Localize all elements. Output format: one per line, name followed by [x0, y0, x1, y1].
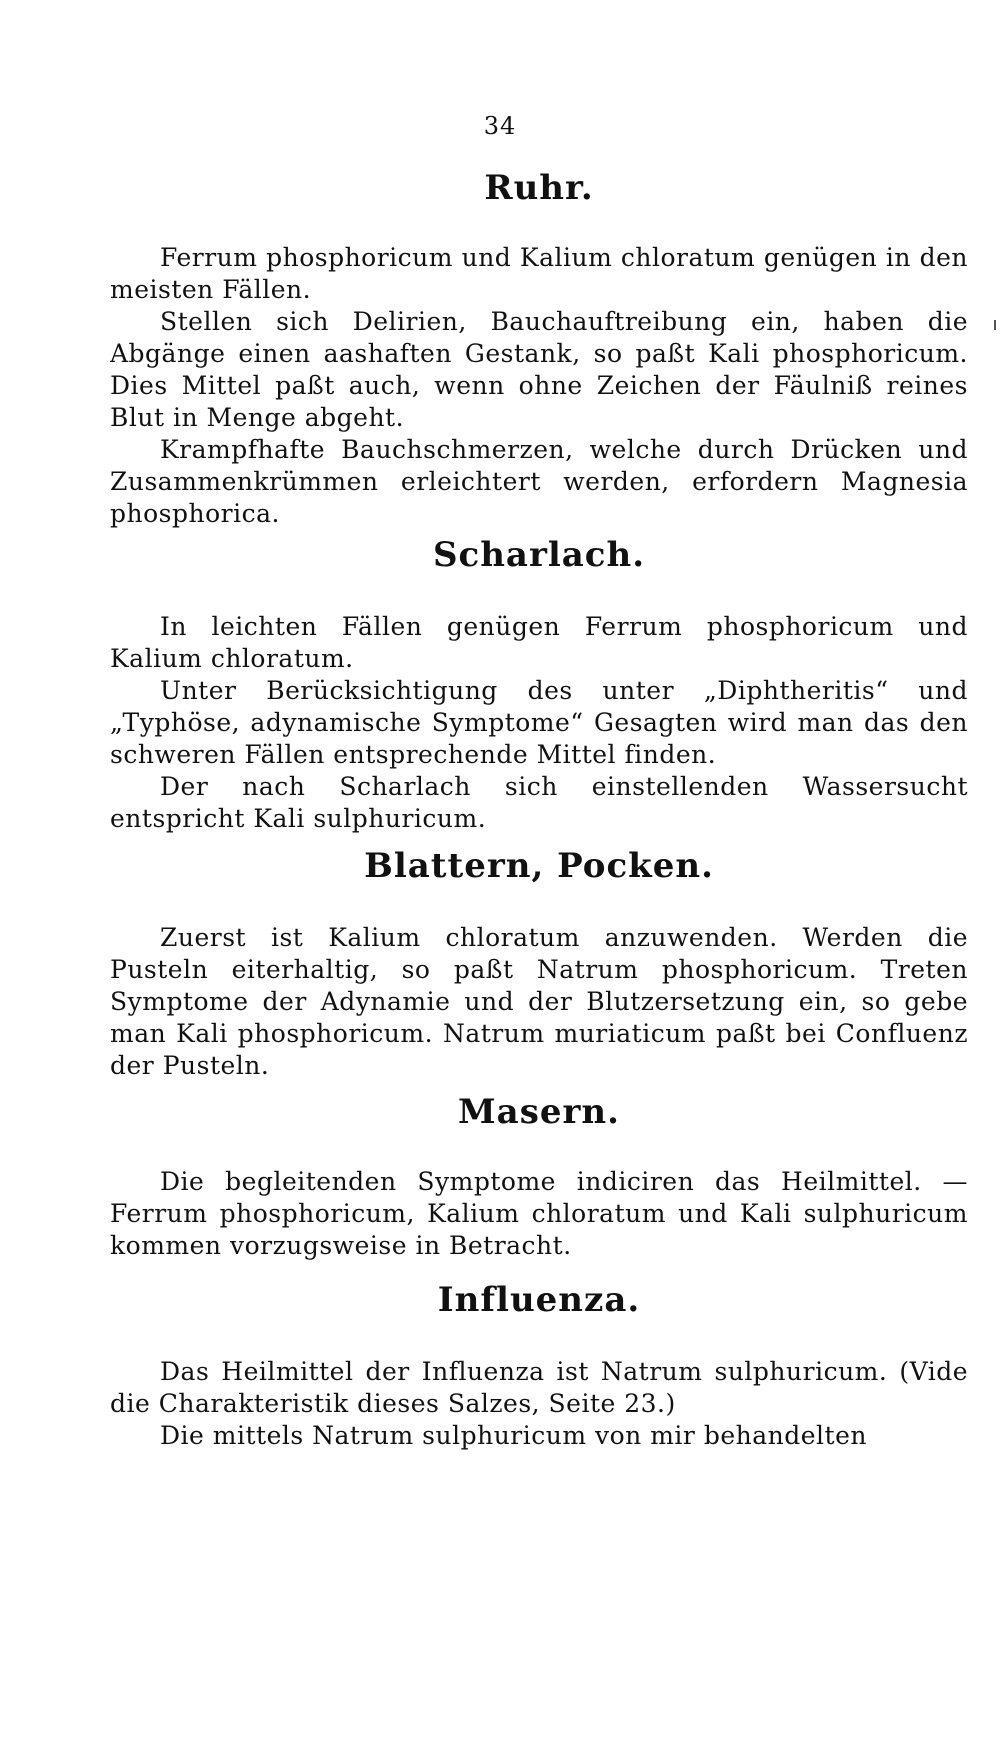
section-scharlach — [110, 535, 968, 835]
paragraph: Der nach Scharlach sich einstellenden Wassersucht entspricht Kali sulphuricum. — [110, 772, 968, 833]
section-title: Influenza. — [437, 1280, 641, 1320]
section-title: Blattern, Pocken. — [364, 846, 714, 886]
section-masern — [110, 1092, 968, 1262]
paragraph: In leichten Fällen genügen Ferrum phosphoricum und Kalium chloratum. — [110, 612, 968, 673]
page-number: 34 — [483, 112, 517, 140]
paragraph: Krampfhafte Bauchschmerzen, welche durch Drücken und Zusammenkrümmen erleichtert werden, erfordern Magnesia phosphorica. — [110, 435, 968, 528]
paragraph: Die begleitenden Symptome indiciren das Heilmittel. — Ferrum phosphoricum, Kalium chloratum und Kali sulphuricum kommen vorzugsweise in Betracht. — [110, 1167, 968, 1260]
section-blattern-pocken — [110, 846, 968, 1082]
paragraph: Unter Berücksichtigung des unter „Diphtheritis“ und „Typhöse, adynamische Symptome“ Gesagten wird man das den schweren Fällen entsprechende Mittel finden. — [110, 676, 968, 769]
paragraph: Stellen sich Delirien, Bauchauftreibung ein, haben die Abgänge einen aashaften Gestank, so paßt Kali phosphoricum. Dies Mittel paßt auch, wenn ohne Zeichen der Fäulniß reines Blut in Menge abgeht. — [110, 307, 968, 432]
paragraph: Die mittels Natrum sulphuricum von mir behandelten — [160, 1421, 867, 1450]
section-title: Masern. — [458, 1092, 620, 1132]
section-title: Scharlach. — [432, 535, 646, 575]
paragraph: Zuerst ist Kalium chloratum anzuwenden. Werden die Pusteln eiterhaltig, so paßt Natrum phosphoricum. Treten Symptome der Adynamie und der Blutzersetzung ein, so gebe man Kali phosphoricum. Natrum muriaticum paßt bei Confluenz der Pusteln. — [110, 923, 968, 1080]
margin-mark — [994, 320, 996, 330]
section-title: Ruhr. — [484, 168, 594, 208]
section-ruhr — [110, 168, 968, 530]
paragraph: Das Heilmittel der Influenza ist Natrum sulphuricum. (Vide die Charakteristik dieses Salzes, Seite 23.) — [110, 1357, 968, 1418]
section-influenza — [110, 1280, 968, 1452]
paragraph: Ferrum phosphoricum und Kalium chloratum genügen in den meisten Fällen. — [110, 243, 968, 304]
